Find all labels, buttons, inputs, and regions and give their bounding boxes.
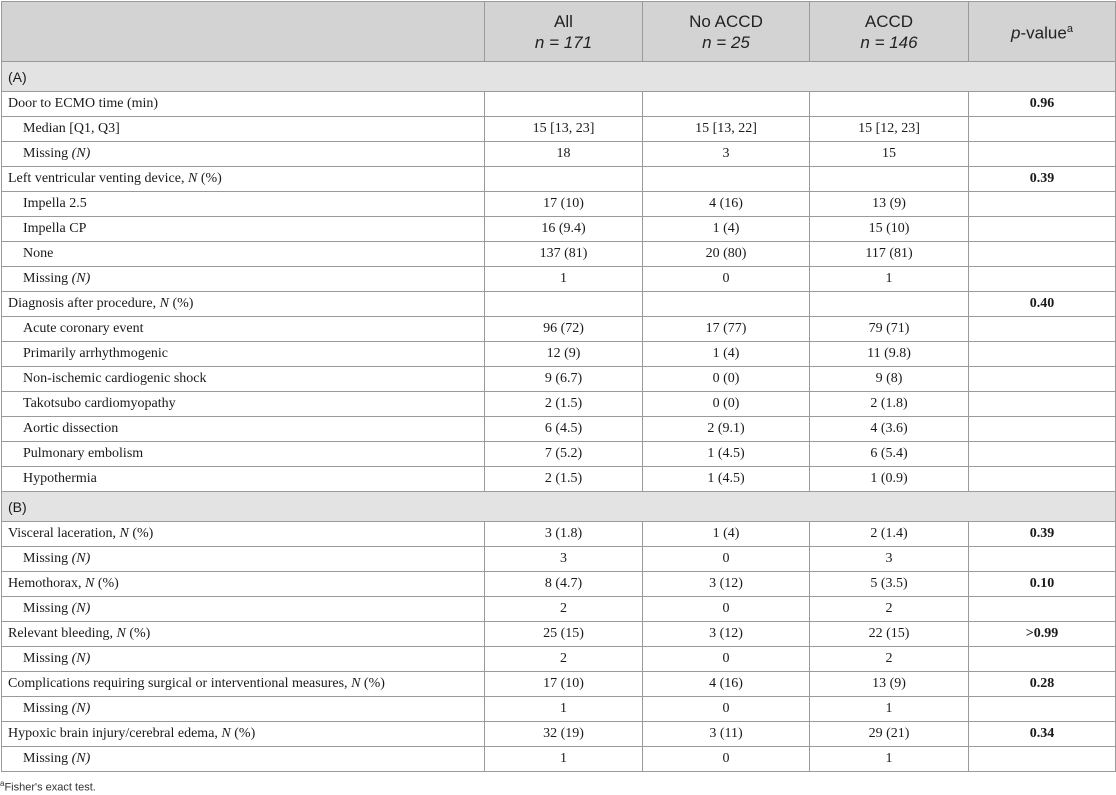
row-label-text: Takotsubo cardiomyopathy (23, 396, 176, 411)
cell-all: 15 [13, 23] (485, 117, 643, 142)
row-label-text: Non-ischemic cardiogenic shock (23, 371, 207, 386)
row-label-tail: (%) (360, 676, 385, 691)
cell-no-accd: 0 (0) (643, 392, 810, 417)
cell-accd: 2 (810, 597, 969, 622)
cell-all: 12 (9) (485, 342, 643, 367)
cell-accd: 15 (10) (810, 217, 969, 242)
table-row (2, 117, 1116, 142)
cell-accd: 2 (810, 647, 969, 672)
cell-no-accd: 1 (4) (643, 342, 810, 367)
cell-all: 96 (72) (485, 317, 643, 342)
cell-p-value (969, 392, 1116, 417)
row-label (2, 217, 485, 242)
row-label (2, 622, 485, 647)
row-label-tail: (%) (128, 526, 154, 541)
cell-all: 8 (4.7) (485, 572, 643, 597)
cell-p-value (969, 417, 1116, 442)
header-all-n: n = 171 (534, 32, 593, 52)
table-row (2, 522, 1116, 547)
row-label (2, 522, 485, 547)
table-row (2, 242, 1116, 267)
header-all-name: All (554, 11, 573, 31)
table-row (2, 672, 1116, 697)
cell-accd: 15 [12, 23] (810, 117, 969, 142)
row-label-text: Impella CP (23, 221, 87, 236)
cell-accd: 6 (5.4) (810, 442, 969, 467)
cell-all (485, 292, 643, 317)
table-row (2, 442, 1116, 467)
cell-no-accd: 0 (643, 597, 810, 622)
cell-p-value (969, 747, 1116, 772)
table-row (2, 167, 1116, 192)
row-label-n: N (187, 171, 198, 186)
row-label (2, 117, 485, 142)
row-label-text: Relevant bleeding, (8, 626, 117, 641)
table-row (2, 217, 1116, 242)
row-label-text: Pulmonary embolism (23, 446, 144, 461)
row-label (2, 242, 485, 267)
cell-all: 17 (10) (485, 192, 643, 217)
row-label-text: Missing (23, 146, 69, 161)
row-label-tail: (%) (94, 576, 119, 591)
row-label-n: (N) (68, 601, 91, 616)
row-label-text: Door to ECMO time (min) (8, 96, 159, 111)
row-label-text: Missing (23, 551, 69, 566)
header-accd (810, 2, 969, 62)
cell-all: 7 (5.2) (485, 442, 643, 467)
cell-no-accd: 0 (643, 267, 810, 292)
header-variable (2, 2, 485, 62)
cell-all: 2 (485, 597, 643, 622)
row-label-text: Acute coronary event (23, 321, 144, 336)
table-row (2, 722, 1116, 747)
cell-all: 6 (4.5) (485, 417, 643, 442)
table-row (2, 292, 1116, 317)
row-label-text: Missing (23, 701, 69, 716)
row-label (2, 267, 485, 292)
cell-p-value (969, 467, 1116, 492)
row-label-text: Hypoxic brain injury/cerebral edema, (8, 726, 222, 741)
header-accd-name: ACCD (864, 11, 914, 31)
cell-all: 2 (1.5) (485, 392, 643, 417)
cell-accd: 4 (3.6) (810, 417, 969, 442)
section-label: (A) (2, 62, 1116, 92)
table-row (2, 367, 1116, 392)
cell-p-value (969, 597, 1116, 622)
cell-p-value (969, 547, 1116, 572)
cell-no-accd: 1 (4) (643, 522, 810, 547)
row-label-text: Visceral laceration, (8, 526, 120, 541)
row-label-n: N (119, 526, 129, 541)
cell-no-accd: 15 [13, 22] (643, 117, 810, 142)
cell-p-value: 0.40 (969, 292, 1116, 317)
cell-accd: 2 (1.8) (810, 392, 969, 417)
row-label-n: (N) (68, 146, 91, 161)
cell-accd: 1 (0.9) (810, 467, 969, 492)
footnote (0, 779, 96, 794)
results-table (1, 1, 1116, 772)
row-label-text: Missing (23, 271, 69, 286)
section-label: (B) (2, 492, 1116, 522)
cell-no-accd: 2 (9.1) (643, 417, 810, 442)
header-row (2, 2, 1116, 62)
cell-accd: 13 (9) (810, 672, 969, 697)
row-label (2, 747, 485, 772)
cell-no-accd: 0 (643, 747, 810, 772)
table-row (2, 547, 1116, 572)
cell-accd (810, 167, 969, 192)
cell-no-accd: 0 (643, 647, 810, 672)
row-label-n: N (116, 626, 126, 641)
cell-p-value (969, 192, 1116, 217)
row-label (2, 547, 485, 572)
cell-all: 25 (15) (485, 622, 643, 647)
footnote-text: Fisher's exact test. (4, 781, 96, 794)
cell-p-value (969, 442, 1116, 467)
table-row (2, 267, 1116, 292)
cell-accd: 1 (810, 267, 969, 292)
footnote-marker: a (0, 779, 5, 788)
cell-accd (810, 92, 969, 117)
row-label-text: Left ventricular venting device, (8, 171, 188, 186)
cell-no-accd: 0 (643, 697, 810, 722)
header-p-value (969, 2, 1116, 62)
cell-all: 9 (6.7) (485, 367, 643, 392)
row-label-n: (N) (68, 271, 91, 286)
row-label-n: (N) (68, 551, 91, 566)
header-no-accd-name: No ACCD (689, 11, 763, 31)
row-label-text: Impella 2.5 (23, 196, 87, 211)
cell-p-value: 0.96 (969, 92, 1116, 117)
cell-p-value (969, 267, 1116, 292)
row-label-text: Diagnosis after procedure, (8, 296, 160, 311)
cell-no-accd: 4 (16) (643, 192, 810, 217)
row-label (2, 572, 485, 597)
header-no-accd (643, 2, 810, 62)
row-label (2, 697, 485, 722)
table-row (2, 417, 1116, 442)
cell-p-value: 0.39 (969, 167, 1116, 192)
cell-all: 1 (485, 747, 643, 772)
row-label (2, 417, 485, 442)
table-row (2, 317, 1116, 342)
row-label-text: Median [Q1, Q3] (23, 121, 120, 136)
cell-p-value (969, 647, 1116, 672)
cell-accd: 5 (3.5) (810, 572, 969, 597)
cell-accd: 2 (1.4) (810, 522, 969, 547)
table-row (2, 392, 1116, 417)
row-label-text: Missing (23, 651, 69, 666)
cell-no-accd: 1 (4) (643, 217, 810, 242)
table-row (2, 142, 1116, 167)
cell-accd: 1 (810, 747, 969, 772)
cell-p-value: 0.39 (969, 522, 1116, 547)
cell-p-value (969, 367, 1116, 392)
cell-no-accd: 4 (16) (643, 672, 810, 697)
row-label-text: Missing (23, 601, 69, 616)
row-label-tail: (%) (197, 171, 222, 186)
row-label (2, 142, 485, 167)
row-label-n: (N) (68, 701, 91, 716)
cell-all: 17 (10) (485, 672, 643, 697)
cell-no-accd (643, 92, 810, 117)
table-row (2, 467, 1116, 492)
row-label-tail: (%) (125, 626, 151, 641)
row-label (2, 467, 485, 492)
row-label-text: Hemothorax, (8, 576, 85, 591)
cell-all: 2 (1.5) (485, 467, 643, 492)
row-label (2, 597, 485, 622)
cell-all (485, 167, 643, 192)
row-label-n: N (221, 726, 231, 741)
cell-p-value (969, 217, 1116, 242)
row-label (2, 317, 485, 342)
cell-no-accd: 3 (11) (643, 722, 810, 747)
table-row (2, 192, 1116, 217)
header-p-sup: a (1066, 23, 1073, 36)
row-label-text: Primarily arrhythmogenic (23, 346, 169, 361)
cell-accd: 1 (810, 697, 969, 722)
section-row (2, 492, 1116, 522)
cell-accd (810, 292, 969, 317)
row-label-tail: (%) (230, 726, 256, 741)
row-label (2, 392, 485, 417)
row-label (2, 647, 485, 672)
cell-no-accd: 1 (4.5) (643, 442, 810, 467)
cell-no-accd: 20 (80) (643, 242, 810, 267)
cell-no-accd: 3 (643, 142, 810, 167)
table-row (2, 647, 1116, 672)
row-label-text: Hypothermia (23, 471, 97, 486)
row-label (2, 192, 485, 217)
row-label-text: None (23, 246, 54, 261)
row-label-n: N (351, 676, 361, 691)
cell-accd: 9 (8) (810, 367, 969, 392)
row-label (2, 292, 485, 317)
row-label (2, 442, 485, 467)
cell-all: 32 (19) (485, 722, 643, 747)
cell-all: 3 (1.8) (485, 522, 643, 547)
cell-all: 18 (485, 142, 643, 167)
table-row (2, 697, 1116, 722)
cell-p-value (969, 242, 1116, 267)
cell-accd: 15 (810, 142, 969, 167)
cell-no-accd: 3 (12) (643, 572, 810, 597)
row-label-text: Missing (23, 751, 69, 766)
cell-p-value: 0.34 (969, 722, 1116, 747)
row-label-n: N (159, 296, 169, 311)
row-label-text: Complications requiring surgical or interventional measures, (8, 676, 352, 691)
row-label (2, 342, 485, 367)
cell-p-value (969, 317, 1116, 342)
row-label (2, 92, 485, 117)
cell-accd: 3 (810, 547, 969, 572)
cell-all: 16 (9.4) (485, 217, 643, 242)
header-p-rest: -value (1020, 23, 1067, 43)
table-row (2, 622, 1116, 647)
row-label (2, 167, 485, 192)
cell-accd: 11 (9.8) (810, 342, 969, 367)
row-label (2, 722, 485, 747)
cell-p-value: 0.10 (969, 572, 1116, 597)
row-label-n: N (84, 576, 95, 591)
cell-p-value: >0.99 (969, 622, 1116, 647)
cell-accd: 22 (15) (810, 622, 969, 647)
cell-all: 137 (81) (485, 242, 643, 267)
results-table-container (1, 1, 1115, 772)
cell-no-accd: 3 (12) (643, 622, 810, 647)
cell-p-value (969, 697, 1116, 722)
cell-p-value: 0.28 (969, 672, 1116, 697)
row-label-tail: (%) (168, 296, 194, 311)
cell-accd: 13 (9) (810, 192, 969, 217)
cell-accd: 117 (81) (810, 242, 969, 267)
cell-p-value (969, 142, 1116, 167)
row-label-n: (N) (68, 651, 91, 666)
cell-accd: 79 (71) (810, 317, 969, 342)
cell-all (485, 92, 643, 117)
cell-all: 1 (485, 267, 643, 292)
cell-no-accd (643, 292, 810, 317)
header-all (485, 2, 643, 62)
cell-p-value (969, 342, 1116, 367)
header-accd-n: n = 146 (860, 32, 918, 52)
cell-no-accd: 0 (0) (643, 367, 810, 392)
cell-no-accd: 1 (4.5) (643, 467, 810, 492)
cell-p-value (969, 117, 1116, 142)
section-row (2, 62, 1116, 92)
cell-no-accd (643, 167, 810, 192)
table-body (2, 62, 1116, 772)
row-label-text: Aortic dissection (23, 421, 119, 436)
cell-all: 1 (485, 697, 643, 722)
table-row (2, 342, 1116, 367)
table-row (2, 92, 1116, 117)
row-label (2, 672, 485, 697)
row-label-n: (N) (68, 751, 91, 766)
cell-no-accd: 17 (77) (643, 317, 810, 342)
header-p-italic: p (1011, 23, 1021, 43)
row-label (2, 367, 485, 392)
table-row (2, 597, 1116, 622)
cell-accd: 29 (21) (810, 722, 969, 747)
table-row (2, 747, 1116, 772)
cell-all: 2 (485, 647, 643, 672)
table-row (2, 572, 1116, 597)
header-no-accd-n: n = 25 (702, 32, 750, 52)
cell-all: 3 (485, 547, 643, 572)
cell-no-accd: 0 (643, 547, 810, 572)
